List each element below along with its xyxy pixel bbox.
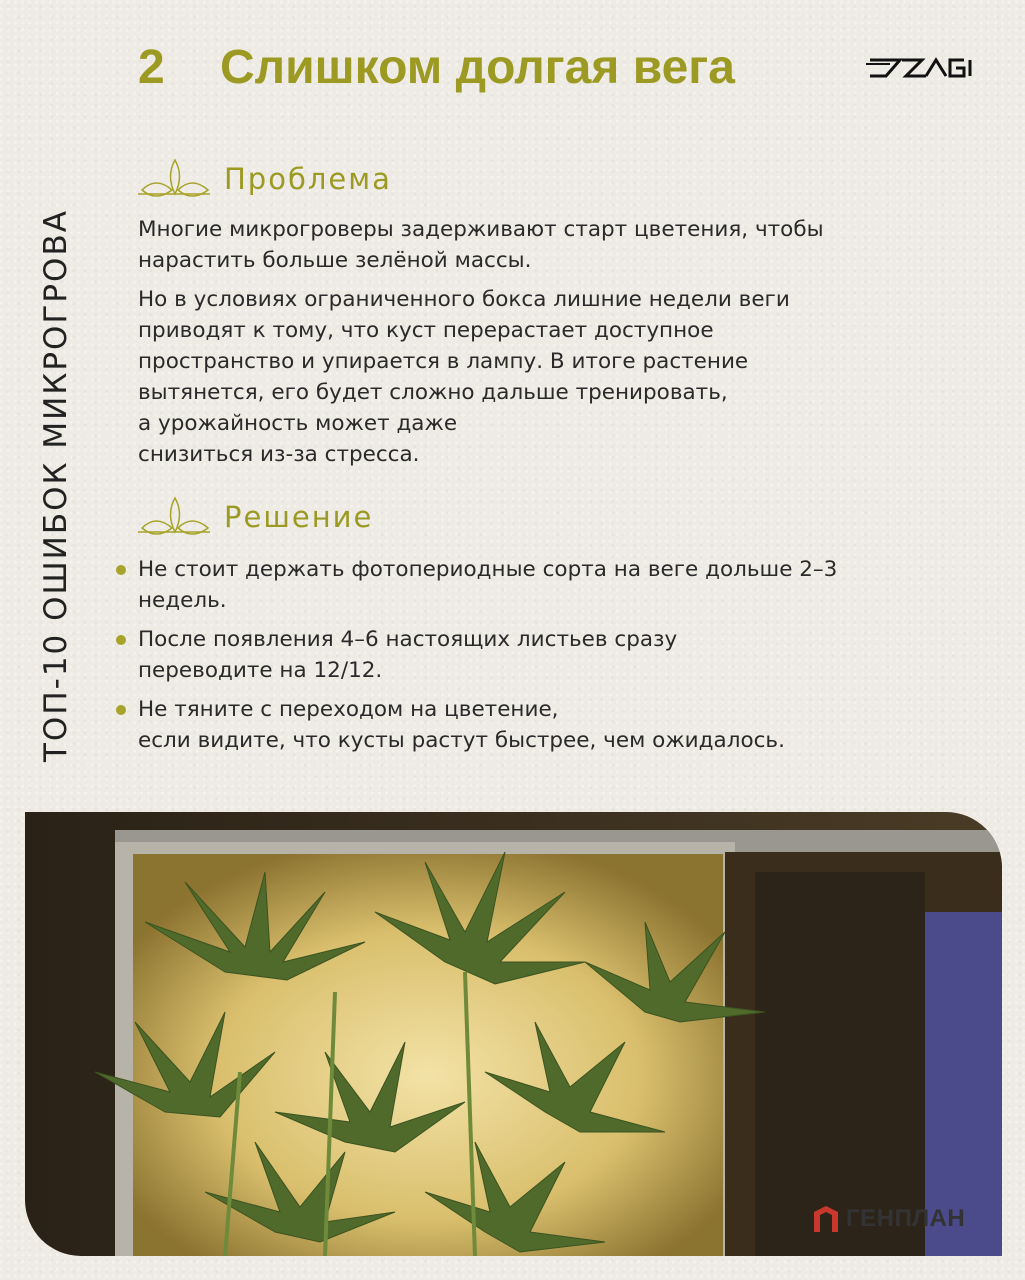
text-line: если видите, что кусты растут быстрее, чем ожидалось. (138, 728, 785, 753)
dzagi-logo (866, 54, 976, 82)
text-line: вытянется, его будет сложно дальше тренировать, (138, 380, 728, 405)
sprout-icon (136, 494, 212, 540)
text-line: Но в условиях ограниченного бокса лишние недели веги (138, 287, 790, 312)
text-line: недель. (138, 588, 227, 613)
problem-paragraph-2 (138, 284, 978, 470)
text-line: Многие микрогроверы задерживают старт цветения, чтобы (138, 217, 824, 242)
text-line: а урожайность может даже (138, 411, 458, 436)
text-line: После появления 4–6 настоящих листьев сразу (138, 627, 678, 652)
bullet-dot (116, 565, 126, 575)
problem-heading (136, 156, 392, 202)
bullet-dot (116, 635, 126, 645)
solution-list (112, 554, 992, 764)
genplan-brand (812, 1204, 965, 1234)
grow-box-photo (25, 812, 1002, 1256)
text-line: приводят к тому, что куст перерастает доступное (138, 318, 714, 343)
solution-label: Решение (224, 500, 374, 534)
list-item (112, 694, 992, 756)
text-line: снизиться из-за стресса. (138, 442, 420, 467)
page-title: Слишком долгая вега (220, 41, 735, 94)
text-line: переводите на 12/12. (138, 658, 383, 683)
solution-heading (136, 494, 373, 540)
text-line: пространство и упирается в лампу. В итоге растение (138, 349, 749, 374)
genplan-logo-icon (812, 1204, 840, 1234)
side-series-title: ТОП-10 ОШИБОК МИКРОГРОВА (38, 209, 74, 762)
list-item (112, 624, 992, 686)
problem-paragraph-1 (138, 214, 978, 276)
brand-name: ГЕНПЛАН (846, 1205, 966, 1232)
mistake-number: 2 (138, 41, 165, 94)
bullet-dot (116, 705, 126, 715)
problem-label: Проблема (224, 162, 392, 196)
text-line: нарастить больше зелёной массы. (138, 248, 532, 273)
list-item (112, 554, 992, 616)
sprout-icon (136, 156, 212, 202)
text-line: Не тяните с переходом на цветение, (138, 697, 559, 722)
text-line: Не стоит держать фотопериодные сорта на веге дольше 2–3 (138, 557, 838, 582)
